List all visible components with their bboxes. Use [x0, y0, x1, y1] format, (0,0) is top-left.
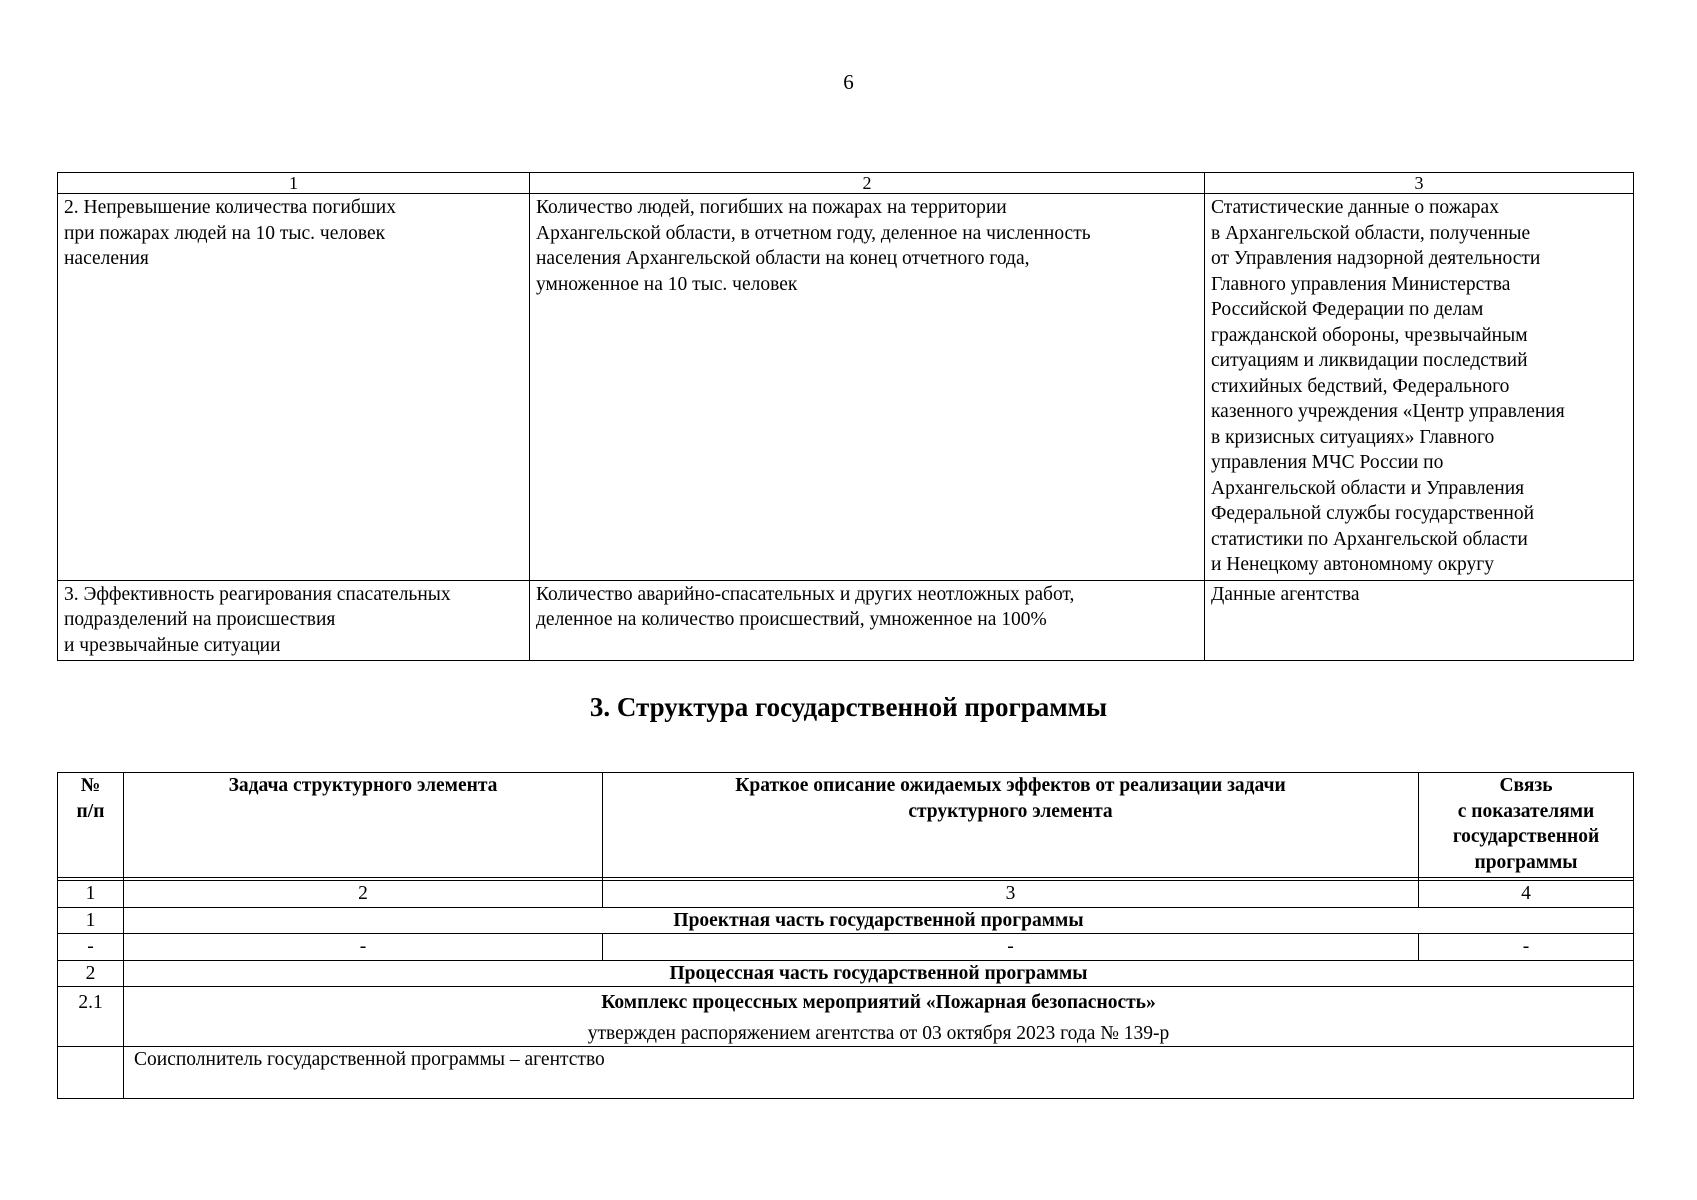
- text-line: умноженное на 10 тыс. человек: [536, 273, 798, 295]
- column-number: 3: [1205, 173, 1634, 194]
- table-row: [58, 580, 1634, 661]
- row-number: 2.1: [58, 987, 124, 1047]
- text-line: Российской Федерации по делам: [1211, 299, 1484, 320]
- coexecutor-cell: Соисполнитель государственной программы – агентство: [124, 1047, 1634, 1099]
- text-line: деленное на количество происшествий, умноженное на 100%: [536, 609, 1047, 630]
- column-number: 1: [58, 173, 530, 194]
- header-line: государственной: [1452, 826, 1600, 847]
- dash-cell: -: [1419, 934, 1634, 961]
- text-line: ситуациям и ликвидации последствий: [1211, 350, 1528, 371]
- header-line: п/п: [76, 800, 105, 822]
- section-title: 3. Структура государственной программы: [589, 692, 1108, 722]
- indicators-table: [57, 172, 1634, 661]
- text-line: Главного управления Министерства: [1211, 273, 1511, 295]
- project-part-row: [58, 907, 1634, 934]
- text-line: управления МЧС России по: [1211, 452, 1444, 473]
- calculation-method-cell: [530, 194, 1205, 581]
- coexecutor-row: [58, 1047, 1634, 1099]
- text-line: 3. Эффективность реагирования спасательных: [64, 583, 451, 605]
- column-number: 2: [530, 173, 1205, 194]
- text-line: Данные агентства: [1211, 583, 1360, 605]
- data-source-cell: [1205, 580, 1634, 661]
- header-line: структурного элемента: [908, 800, 1113, 822]
- text-line: Статистические данные о пожарах: [1211, 197, 1499, 218]
- complex-title: Комплекс процессных мероприятий «Пожарная безопасность»: [601, 992, 1156, 1013]
- header-line: №: [80, 775, 101, 796]
- text-line: Количество аварийно-спасательных и других неотложных работ,: [536, 583, 1075, 605]
- structure-table: [57, 772, 1634, 1099]
- process-part-title: Процессная часть государственной программы: [124, 960, 1634, 987]
- text-line: Архангельской области и Управления: [1211, 477, 1525, 499]
- text-line: в кризисных ситуациях» Главного: [1211, 426, 1495, 448]
- indicator-name-cell: [58, 194, 530, 581]
- header-row: [58, 773, 1634, 878]
- dash-cell: -: [58, 934, 124, 961]
- column-number: 1: [58, 881, 124, 908]
- page-number: 6: [843, 70, 854, 94]
- text-line: в Архангельской области, полученные: [1211, 222, 1531, 244]
- column-number-row: [58, 881, 1634, 908]
- row-number: 1: [58, 907, 124, 934]
- text-line: и чрезвычайные ситуации: [64, 634, 281, 656]
- text-line: Количество людей, погибших на пожарах на территории: [536, 197, 1007, 218]
- header-effects: [603, 773, 1419, 878]
- header-line: Краткое описание ожидаемых эффектов от реализации задачи: [735, 775, 1286, 796]
- dash-row: [58, 934, 1634, 961]
- text-line: стихийных бедствий, Федерального: [1211, 375, 1510, 397]
- header-line: с показателями: [1457, 800, 1595, 822]
- table-row: [58, 194, 1634, 581]
- project-part-title: Проектная часть государственной программы: [124, 907, 1634, 934]
- text-line: Архангельской области, в отчетном году, деленное на численность: [536, 222, 1091, 244]
- text-line: от Управления надзорной деятельности: [1211, 248, 1541, 269]
- text-line: Федеральной службы государственной: [1211, 503, 1535, 524]
- text-line: населения Архангельской области на конец отчетного года,: [536, 248, 1030, 269]
- text-line: статистики по Архангельской области: [1211, 528, 1528, 550]
- column-number: 4: [1419, 881, 1634, 908]
- dash-cell: -: [603, 934, 1419, 961]
- text-line: казенного учреждения «Центр управления: [1211, 401, 1565, 422]
- empty-cell: [58, 1047, 124, 1099]
- indicator-name-cell: [58, 580, 530, 661]
- calculation-method-cell: [530, 580, 1205, 661]
- complex-subtitle: утвержден распоряжением агентства от 03 октября 2023 года № 139-р: [587, 1022, 1170, 1044]
- complex-cell: [124, 987, 1634, 1047]
- header-line: Связь: [1499, 775, 1553, 796]
- text-line: подразделений на происшествия: [64, 609, 336, 630]
- header-line: программы: [1474, 851, 1578, 873]
- complex-row: [58, 987, 1634, 1047]
- text-line: при пожарах людей на 10 тыс. человек: [64, 222, 386, 244]
- dash-cell: -: [124, 934, 603, 961]
- process-part-row: [58, 960, 1634, 987]
- text-line: 2. Непревышение количества погибших: [64, 197, 396, 218]
- column-number-row: [58, 173, 1634, 194]
- column-number: 3: [603, 881, 1419, 908]
- header-num: [58, 773, 124, 878]
- data-source-cell: [1205, 194, 1634, 581]
- text-line: и Ненецкому автономному округу: [1211, 554, 1494, 575]
- text-line: гражданской обороны, чрезвычайным: [1211, 324, 1528, 346]
- text-line: населения: [64, 248, 149, 269]
- header-task: Задача структурного элемента: [124, 773, 603, 878]
- row-number: 2: [58, 960, 124, 987]
- column-number: 2: [124, 881, 603, 908]
- header-link: [1419, 773, 1634, 878]
